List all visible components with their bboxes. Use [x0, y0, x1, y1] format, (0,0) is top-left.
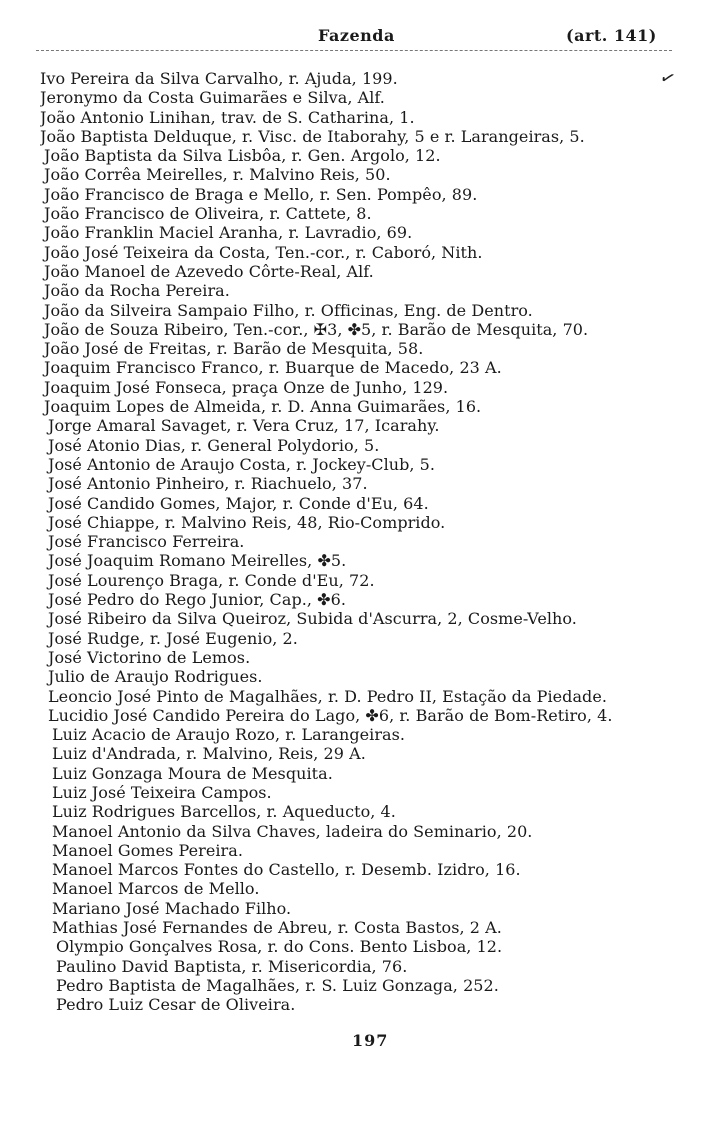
- list-item: Joaquim Lopes de Almeida, r. D. Anna Guimarães, 16.: [44, 397, 482, 417]
- list-item: João Baptista Delduque, r. Visc. de Itaborahy, 5 e r. Larangeiras, 5.: [40, 126, 585, 146]
- list-item: Luiz Gonzaga Moura de Mesquita.: [52, 763, 333, 783]
- list-item: José Atonio Dias, r. General Polydorio, 5.: [48, 435, 380, 455]
- list-item: Ivo Pereira da Silva Carvalho, r. Ajuda, 199.: [40, 69, 398, 88]
- list-item: João de Souza Ribeiro, Ten.-cor., ✠3, ✤5, r. Barão de Mesquita, 70.: [44, 319, 589, 339]
- list-item: José Antonio Pinheiro, r. Riachuelo, 37.: [48, 474, 368, 494]
- list-item: João Manoel de Azevedo Côrte-Real, Alf.: [44, 261, 374, 281]
- list-item: João Francisco de Oliveira, r. Cattete, 8.: [44, 204, 372, 224]
- list-item: Jorge Amaral Savaget, r. Vera Cruz, 17, Icarahy.: [48, 416, 440, 436]
- list-item: José Candido Gomes, Major, r. Conde d'Eu, 64.: [48, 493, 429, 513]
- check-mark-icon: ✓: [656, 66, 679, 91]
- list-item: José Francisco Ferreira.: [48, 532, 245, 552]
- header-divider: [36, 50, 672, 51]
- list-item: Pedro Luiz Cesar de Oliveira.: [56, 995, 296, 1015]
- list-item: Leoncio José Pinto de Magalhães, r. D. Pedro II, Estação da Piedade.: [48, 686, 607, 706]
- list-item: Luiz Rodrigues Barcellos, r. Aqueducto, 4.: [52, 802, 396, 822]
- list-item: Luiz d'Andrada, r. Malvino, Reis, 29 A.: [52, 744, 366, 764]
- list-item: Luiz Acacio de Araujo Rozo, r. Larangeiras.: [52, 725, 406, 745]
- list-item: João José Teixeira da Costa, Ten.-cor., r. Caboró, Nith.: [44, 242, 483, 262]
- list-item: Julio de Araujo Rodrigues.: [48, 667, 263, 687]
- list-item: Mathias José Fernandes de Abreu, r. Costa Bastos, 2 A.: [52, 918, 502, 938]
- page-number: 197: [352, 1031, 389, 1050]
- list-item: João Francisco de Braga e Mello, r. Sen. Pompêo, 89.: [44, 184, 478, 204]
- list-item: José Rudge, r. José Eugenio, 2.: [48, 628, 298, 648]
- list-item: José Lourenço Braga, r. Conde d'Eu, 72.: [48, 570, 375, 590]
- article-reference: (art. 141): [566, 26, 657, 45]
- list-item: José Joaquim Romano Meirelles, ✤5.: [48, 551, 347, 571]
- list-item: João Baptista da Silva Lisbôa, r. Gen. Argolo, 12.: [44, 146, 441, 166]
- list-item: Lucidio José Candido Pereira do Lago, ✤6, r. Barão de Bom-Retiro, 4.: [48, 705, 613, 725]
- list-item: João da Silveira Sampaio Filho, r. Officinas, Eng. de Dentro.: [44, 300, 533, 320]
- list-item: Manoel Marcos Fontes do Castello, r. Desemb. Izidro, 16.: [52, 860, 521, 880]
- list-item: Paulino David Baptista, r. Misericordia, 76.: [56, 956, 408, 976]
- list-item: Joaquim Francisco Franco, r. Buarque de Macedo, 23 A.: [44, 358, 502, 378]
- list-item: José Ribeiro da Silva Queiroz, Subida d'Ascurra, 2, Cosme-Velho.: [48, 609, 577, 629]
- list-item: Olympio Gonçalves Rosa, r. do Cons. Bento Lisboa, 12.: [56, 937, 503, 957]
- list-item: João Franklin Maciel Aranha, r. Lavradio, 69.: [44, 223, 413, 243]
- list-item: José Pedro do Rego Junior, Cap., ✤6.: [48, 590, 346, 610]
- list-item: João da Rocha Pereira.: [44, 281, 230, 301]
- list-item: Manoel Antonio da Silva Chaves, ladeira do Seminario, 20.: [52, 821, 533, 841]
- list-item: João Corrêa Meirelles, r. Malvino Reis, 50.: [44, 165, 391, 185]
- list-item: Jeronymo da Costa Guimarães e Silva, Alf.: [40, 88, 385, 108]
- list-item: Joaquim José Fonseca, praça Onze de Junho, 129.: [44, 377, 449, 397]
- list-item: Manoel Marcos de Mello.: [52, 879, 260, 899]
- page-header: [0, 22, 704, 46]
- list-item: Luiz José Teixeira Campos.: [52, 782, 272, 802]
- list-item: Pedro Baptista de Magalhães, r. S. Luiz Gonzaga, 252.: [56, 975, 499, 995]
- list-item: João Antonio Linihan, trav. de S. Catharina, 1.: [40, 107, 415, 127]
- section-title: Fazenda: [318, 26, 395, 45]
- list-item: José Antonio de Araujo Costa, r. Jockey-Club, 5.: [48, 454, 436, 474]
- list-item: José Chiappe, r. Malvino Reis, 48, Rio-Comprido.: [48, 512, 446, 532]
- list-item: Mariano José Machado Filho.: [52, 898, 292, 918]
- list-item: Manoel Gomes Pereira.: [52, 840, 243, 860]
- name-list: [40, 69, 690, 1015]
- list-item: João José de Freitas, r. Barão de Mesquita, 58.: [44, 339, 424, 359]
- list-item: José Victorino de Lemos.: [48, 647, 251, 667]
